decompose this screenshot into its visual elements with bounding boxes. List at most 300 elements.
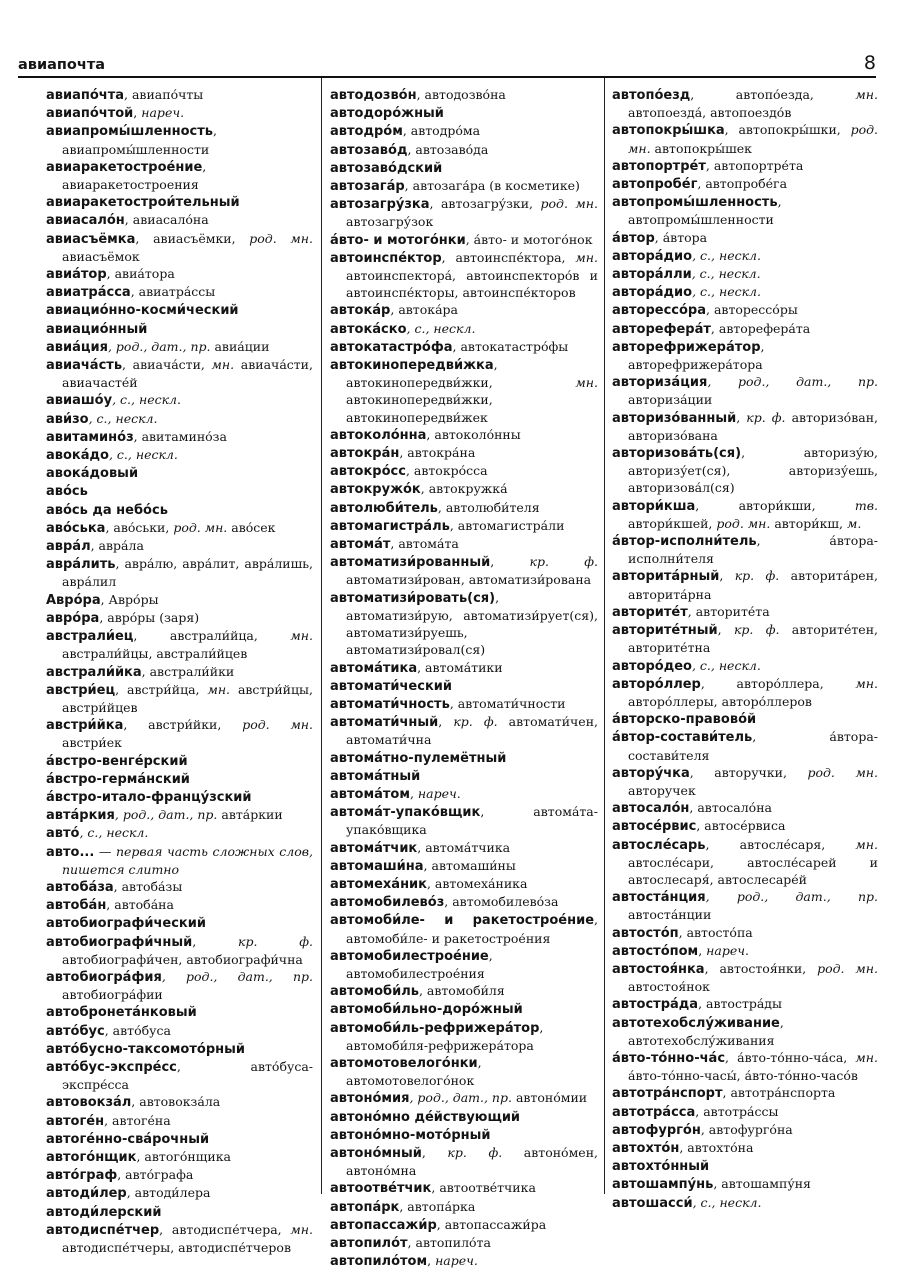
entry-text: авиа́ции <box>210 338 270 354</box>
dictionary-entry <box>612 193 878 228</box>
entry-text: , автовокза́ла <box>131 1094 221 1110</box>
dictionary-entry <box>330 857 598 875</box>
dictionary-entry <box>612 175 878 193</box>
entry-text: , авиатра́ссы <box>130 284 216 300</box>
entry-text: , автодро́ма <box>402 123 481 139</box>
entry-text: автостоя́нок <box>628 979 710 995</box>
dictionary-entry <box>330 803 598 838</box>
headword: автома́том <box>330 786 410 802</box>
dictionary-entry <box>330 767 598 785</box>
entry-text: , автопокры́шки, <box>724 122 851 138</box>
entry-text: , авиа́тора <box>106 266 175 282</box>
headword: автофурго́н <box>612 1122 701 1138</box>
headword: авто́бусно-таксомото́рный <box>46 1041 245 1057</box>
headword: авториза́ция <box>612 375 708 391</box>
entry-text: , автоге́на <box>104 1112 171 1128</box>
entry-text: , автошампу́ня <box>713 1176 811 1192</box>
headword: автобиогра́фия <box>46 969 162 985</box>
entry-text: , автомеха́ника <box>426 875 528 891</box>
grammar-label: нареч. <box>417 785 461 801</box>
dictionary-entry <box>46 914 313 932</box>
entry-text: , автомагистра́ли <box>449 517 565 533</box>
dictionary-entry <box>612 229 878 247</box>
grammar-label: кр. ф. <box>238 933 314 949</box>
dictionary-entry <box>330 480 598 498</box>
dictionary-entry <box>612 320 878 338</box>
entry-text: , автотехобслу́живания <box>628 1014 784 1048</box>
headword: автозаво́дский <box>330 160 443 176</box>
entry-text: , автозагру́зки, <box>429 196 541 212</box>
headword: автодро́м <box>330 124 403 140</box>
headword: автобронета́нковый <box>46 1005 197 1021</box>
dictionary-entry <box>46 752 313 770</box>
headword: автодозво́н <box>330 88 417 103</box>
entry-text: , авро́ры (заря) <box>99 609 200 625</box>
entry-text: , <box>192 933 239 949</box>
entry-text: , автокружка́ <box>420 481 508 497</box>
dictionary-entry <box>46 878 313 896</box>
entry-text: , авто́буса-экспре́сса <box>62 1058 313 1093</box>
entry-text: автоинспектора́, автоинспекторо́в и автоинспе́кторы, автоинспе́кторов <box>346 268 598 301</box>
dictionary-columns <box>0 86 900 1270</box>
dictionary-entry <box>46 1003 313 1021</box>
headword: автостоя́нка <box>612 961 705 977</box>
entry-text: , автосе́рвиса <box>696 818 786 834</box>
grammar-label: , с., нескл. <box>406 320 476 336</box>
dictionary-entry <box>46 627 313 662</box>
entry-text: автори́кшей, <box>628 515 717 531</box>
dictionary-entry <box>46 1184 313 1202</box>
entry-text: , авторефрижера́тора <box>628 338 765 373</box>
headword: автокро́сс <box>330 464 406 480</box>
headword: автома́т-упако́вщик <box>330 805 481 821</box>
headword: автотра́сса <box>612 1104 696 1120</box>
headword: автома́тчик <box>330 840 418 856</box>
entry-text: , автопо́езда, <box>690 87 856 102</box>
dictionary-entry <box>612 444 878 497</box>
grammar-label: род. мн. <box>628 122 878 156</box>
entry-text: , автостра́ды <box>698 996 782 1012</box>
entry-text: , автофурго́на <box>700 1121 793 1137</box>
headword: автоколо́нна <box>330 427 427 443</box>
entry-text: , автомоби́ля-рефрижера́тора <box>346 1019 544 1053</box>
entry-text: , авра́лю, авра́лит, авра́лишь, авра́лил <box>62 556 313 590</box>
dictionary-entry <box>46 519 313 537</box>
grammar-label: , с., нескл. <box>691 657 761 673</box>
headword: автору́чка <box>612 765 690 781</box>
entry-text: , автого́нщика <box>136 1148 231 1164</box>
dictionary-entry <box>612 995 878 1013</box>
dictionary-entry <box>330 659 598 677</box>
grammar-label: , с., нескл. <box>692 284 761 300</box>
entry-text: авторо́ллеры, авторо́ллеров <box>628 693 812 709</box>
headword: авторефера́т <box>612 321 711 337</box>
entry-text: , автока́ра <box>390 302 458 318</box>
dictionary-entry <box>612 1121 878 1139</box>
dictionary-entry <box>612 836 878 889</box>
headword: автомобилево́з <box>330 895 445 911</box>
dictionary-entry <box>46 1148 313 1166</box>
entry-text: , автопортре́та <box>705 157 804 173</box>
dictionary-entry <box>46 1022 313 1040</box>
headword: автокатастро́фа <box>330 339 453 355</box>
headword: авиапо́чта <box>46 88 125 103</box>
dictionary-entry <box>46 933 313 968</box>
entry-text: , авторо́ллера, <box>700 675 856 691</box>
headword: автотехобслу́живание <box>612 1015 780 1031</box>
dictionary-entry <box>612 817 878 835</box>
grammar-label: кр. ф. <box>447 1144 503 1160</box>
headword: автодоро́жный <box>330 106 444 122</box>
dictionary-entry <box>46 1040 313 1058</box>
entry-text: , авиасало́на <box>124 212 209 228</box>
headword: автоинспе́ктор <box>330 250 442 266</box>
dictionary-entry <box>330 911 598 946</box>
headword: аво́сь <box>46 484 88 500</box>
dictionary-entry <box>330 1198 598 1216</box>
column-1 <box>46 86 314 1255</box>
grammar-label: род. мн. <box>817 960 878 976</box>
grammar-label: , с., нескл. <box>108 447 178 463</box>
headword: автопокры́шка <box>612 123 725 139</box>
headword: авиаракетострои́тельный <box>46 195 240 211</box>
dictionary-entry <box>612 1175 878 1193</box>
entry-text: , автозаво́да <box>407 141 489 157</box>
entry-text: , автостоя́нки, <box>704 960 818 976</box>
entry-text: автокинопередви́жки, автокинопередви́жек <box>346 392 493 425</box>
headword: автори́кша <box>612 498 696 514</box>
headword: автошампу́нь <box>612 1177 714 1193</box>
dictionary-entry <box>330 695 598 713</box>
entry-text: , авра́ла <box>90 538 144 554</box>
dictionary-entry <box>612 265 878 283</box>
dictionary-entry <box>612 1194 878 1212</box>
headword: австрали́йка <box>46 664 142 680</box>
dictionary-entry <box>330 1179 598 1197</box>
dictionary-entry <box>46 824 313 842</box>
dictionary-entry <box>46 555 313 590</box>
headword: автомаши́на <box>330 858 424 874</box>
headword: авто́граф <box>46 1168 118 1184</box>
dictionary-entry <box>46 86 313 104</box>
headword: автоге́н <box>46 1113 105 1129</box>
grammar-label: , с., нескл. <box>691 266 761 282</box>
entry-text: авта́ркии <box>217 807 283 823</box>
entry-text: , <box>490 554 530 570</box>
headword: автома́тика <box>330 660 418 676</box>
dictionary-entry <box>46 716 313 751</box>
headword: авторефрижера́тор <box>612 339 761 355</box>
headword: автосе́рвис <box>612 819 697 835</box>
entry-text: , автомотовелого́нок <box>346 1054 482 1089</box>
headword: авро́ра <box>46 610 100 626</box>
grammar-label: кр. ф. <box>529 554 599 570</box>
dictionary-entry <box>46 788 313 806</box>
entry-text: , автоба́на <box>106 897 174 913</box>
dictionary-entry <box>612 283 878 301</box>
dictionary-entry <box>46 230 313 265</box>
entry-text: авиача́сти, авиачасте́й <box>62 357 313 391</box>
entry-text: , автолюби́теля <box>437 499 540 515</box>
headword: автобиографи́ческий <box>46 916 206 932</box>
headword: автосто́пом <box>612 943 699 959</box>
dictionary-entry <box>330 444 598 462</box>
grammar-label: род. мн. <box>807 764 879 780</box>
entry-text: , автоотве́тчика <box>431 1180 536 1196</box>
dictionary-entry <box>612 1084 878 1102</box>
entry-text: автобиогра́фии <box>62 987 163 1003</box>
entry-text: , автокатастро́фы <box>452 338 569 354</box>
grammar-label: мн. <box>575 375 598 391</box>
headword: австрали́ец <box>46 629 134 645</box>
entry-text: , авторизу́ю, авторизу́ет(ся), авторизу́ешь, авторизова́л(ся) <box>628 445 878 496</box>
headword: автоматизи́ровать(ся) <box>330 590 496 606</box>
grammar-label: м. <box>846 515 862 531</box>
grammar-label: род. мн. <box>716 515 771 531</box>
grammar-label: , с., нескл. <box>79 825 149 841</box>
headword: а́втор <box>612 230 655 246</box>
entry-text: автоно́мии <box>511 1090 588 1106</box>
entry-text: , автокинопередви́жки, <box>346 357 576 391</box>
headword: автостра́да <box>612 997 699 1013</box>
dictionary-entry <box>330 104 598 122</box>
entry-text: , авторессо́ры <box>706 302 798 318</box>
dictionary-entry <box>612 567 878 602</box>
grammar-label: первая часть сложных слов, пишется слитно <box>62 843 314 877</box>
headword: автома́т <box>330 537 391 553</box>
headword: Авро́ра <box>46 592 101 608</box>
entry-text: , авторучки, <box>689 764 808 780</box>
dictionary-entry <box>612 301 878 319</box>
dictionary-entry <box>330 785 598 803</box>
entry-text: авторучек <box>628 782 696 798</box>
dictionary-entry <box>46 428 313 446</box>
headword: а́вто- и мотого́нки <box>330 232 466 248</box>
dictionary-entry <box>612 764 878 799</box>
entry-text: , <box>736 409 747 425</box>
headword: автомоби́ль <box>330 984 419 1000</box>
headword: а́втор-исполни́тель <box>612 534 757 550</box>
grammar-label: , с., нескл. <box>692 1194 762 1210</box>
headword: автокра́н <box>330 446 400 462</box>
headword: автопило́т <box>330 1236 408 1251</box>
entry-text: , а́втора <box>654 229 708 245</box>
grammar-label: нареч. <box>706 942 749 958</box>
dictionary-entry <box>46 968 313 1003</box>
entry-text: авторизо́ван, авторизо́вана <box>628 409 879 443</box>
headword: автозагру́зка <box>330 197 430 213</box>
dictionary-entry <box>330 499 598 517</box>
headword: автопробе́г <box>612 177 698 193</box>
headword: авторо́ллер <box>612 676 701 692</box>
headword: автомоби́ле- и ракетострое́ние <box>330 913 595 929</box>
entry-text: , автозага́ра (в косметике) <box>404 178 580 194</box>
column-2 <box>330 86 599 1270</box>
grammar-label: кр. ф. <box>746 409 786 425</box>
dictionary-entry <box>46 591 313 609</box>
headword: авто́ <box>46 826 80 842</box>
headword: австри́ец <box>46 682 116 698</box>
dictionary-entry <box>330 553 598 588</box>
dictionary-entry <box>330 462 598 480</box>
dictionary-entry <box>46 391 313 409</box>
headword: автомати́чность <box>330 696 450 712</box>
headword: авиа́ция <box>46 339 108 355</box>
grammar-label: мн. <box>855 1049 878 1065</box>
headword: авиапромы́шленность <box>46 124 213 140</box>
dictionary-entry <box>330 589 598 659</box>
dictionary-entry <box>330 839 598 857</box>
dictionary-entry <box>612 373 878 408</box>
grammar-label: мн. <box>290 1221 313 1237</box>
dictionary-entry <box>46 501 313 519</box>
dictionary-entry <box>612 657 878 675</box>
dictionary-entry <box>46 265 313 283</box>
headword: авитамино́з <box>46 429 134 445</box>
entry-text: автоно́мен, автоно́мна <box>346 1144 598 1179</box>
headword: автоно́мно де́йствующий <box>330 1109 521 1125</box>
headword: автомобилестрое́ние <box>330 948 489 964</box>
dictionary-entry <box>612 1014 878 1049</box>
entry-text: , автокро́сса <box>405 463 488 479</box>
grammar-label: мн. <box>855 87 878 102</box>
dictionary-entry <box>46 211 313 229</box>
grammar-label: нареч. <box>435 1253 478 1269</box>
entry-text: , автома́та-упако́вщика <box>346 804 598 838</box>
headword: автоба́зa <box>46 879 114 895</box>
headword: автохто́нный <box>612 1159 710 1175</box>
dictionary-entry <box>330 749 598 767</box>
entry-text: , автоди́лера <box>126 1185 211 1201</box>
dictionary-entry <box>612 960 878 995</box>
dictionary-entry <box>612 1139 878 1157</box>
dictionary-entry <box>330 320 598 338</box>
entry-text: , автори́кши, <box>695 497 855 513</box>
entry-text: , автопило́та <box>407 1235 491 1250</box>
headword: авока́довый <box>46 466 139 482</box>
headword: авиасъёмка <box>46 231 136 247</box>
grammar-label: , род., дат., пр. <box>161 968 313 984</box>
dictionary-entry <box>330 677 598 695</box>
headword: автопромы́шленность <box>612 195 778 211</box>
dictionary-entry <box>46 338 313 356</box>
grammar-label: мн. <box>855 675 878 691</box>
headword: автора́лли <box>612 267 692 283</box>
dictionary-entry <box>46 482 313 500</box>
dictionary-entry <box>612 532 878 567</box>
headword: авторессо́ра <box>612 303 707 319</box>
dictionary-entry <box>46 663 313 681</box>
dictionary-entry <box>46 1058 313 1093</box>
entry-text: , автопробе́га <box>697 176 788 192</box>
entry-text: , авторефера́та <box>710 320 811 336</box>
headword: автовокза́л <box>46 1095 132 1111</box>
dictionary-entry <box>46 843 313 878</box>
headword: автомотовелого́нки <box>330 1055 478 1071</box>
headword: авторите́т <box>612 604 688 620</box>
grammar-label: , род., дат., пр. <box>705 889 878 905</box>
entry-text: — <box>94 843 116 859</box>
dictionary-entry <box>46 1093 313 1111</box>
dictionary-entry <box>612 924 878 942</box>
headword: авиача́сть <box>46 358 123 374</box>
entry-text: автоматизи́рован, автоматизи́рована <box>346 572 592 588</box>
dictionary-entry <box>612 121 878 156</box>
headword: автошасси́ <box>612 1195 693 1211</box>
headword: автосало́н <box>612 801 690 817</box>
entry-text: , <box>698 942 707 958</box>
entry-text: автопокры́шек <box>650 140 752 156</box>
dictionary-entry <box>612 942 878 960</box>
dictionary-entry <box>330 713 598 748</box>
headword: автокружо́к <box>330 482 421 498</box>
grammar-label: тв. <box>854 497 878 513</box>
headword: авиаракетострое́ние <box>46 159 203 175</box>
headword: автохто́н <box>612 1140 680 1156</box>
dictionary-entry <box>330 195 598 230</box>
entry-text: австрали́йцы, австрали́йцев <box>62 646 248 662</box>
dictionary-entry <box>612 710 878 728</box>
dictionary-entry <box>46 1166 313 1184</box>
grammar-label: , род., дат., пр. <box>107 338 211 354</box>
headword: авторизова́ть(ся) <box>612 446 742 462</box>
headword: а́встро-венге́рский <box>46 753 188 769</box>
running-headword: авиапочта <box>18 57 106 73</box>
headword: автоге́нно-сва́рочный <box>46 1131 210 1147</box>
headword: автосле́сарь <box>612 837 706 853</box>
entry-text: , авиапо́чты <box>124 87 204 102</box>
grammar-label: мн. <box>207 681 231 697</box>
dictionary-entry <box>330 1000 598 1018</box>
headword: автомати́чный <box>330 715 439 731</box>
grammar-label: , род., дат., пр. <box>114 807 218 823</box>
grammar-label: , с., нескл. <box>692 247 761 263</box>
grammar-label: , род., дат., пр. <box>409 1090 512 1106</box>
dictionary-entry <box>46 1130 313 1148</box>
dictionary-entry <box>330 893 598 911</box>
headword: авра́л <box>46 539 91 555</box>
grammar-label: мн. <box>855 836 878 852</box>
dictionary-entry <box>330 86 598 104</box>
headword: авто́бус <box>46 1023 105 1039</box>
headword: авиатра́сса <box>46 285 131 301</box>
headword: авиапо́чтой <box>46 106 134 122</box>
dictionary-entry <box>330 875 598 893</box>
entry-text: автодиспе́тчеры, автодиспе́тчеров <box>62 1240 291 1255</box>
dictionary-entry <box>46 896 313 914</box>
dictionary-entry <box>46 301 313 319</box>
dictionary-entry <box>330 535 598 553</box>
dictionary-entry <box>612 799 878 817</box>
entry-text: , а́вто- и мотого́нок <box>465 231 593 247</box>
dictionary-entry <box>612 86 878 121</box>
dictionary-entry <box>330 1216 598 1234</box>
entry-text: автобиографи́чен, автобиографи́чна <box>62 951 303 967</box>
headword: автомоби́ль-рефрижера́тор <box>330 1020 540 1036</box>
dictionary-entry <box>46 1112 313 1130</box>
dictionary-entry <box>330 159 598 177</box>
headword: авторите́тный <box>612 623 718 639</box>
entry-text: , а́вто-то́нно-ча́са, <box>725 1049 856 1065</box>
entry-text: автосле́сари, автосле́сарей и автослесаря́, автослесаре́й <box>628 854 878 887</box>
headword: автоно́мия <box>330 1091 410 1107</box>
grammar-label: , с., нескл. <box>112 392 181 408</box>
column-3 <box>612 86 879 1211</box>
dictionary-entry <box>46 770 313 788</box>
entry-text: , автоба́зы <box>113 878 183 894</box>
dictionary-entry <box>46 104 313 122</box>
headword: автоста́нция <box>612 890 706 906</box>
